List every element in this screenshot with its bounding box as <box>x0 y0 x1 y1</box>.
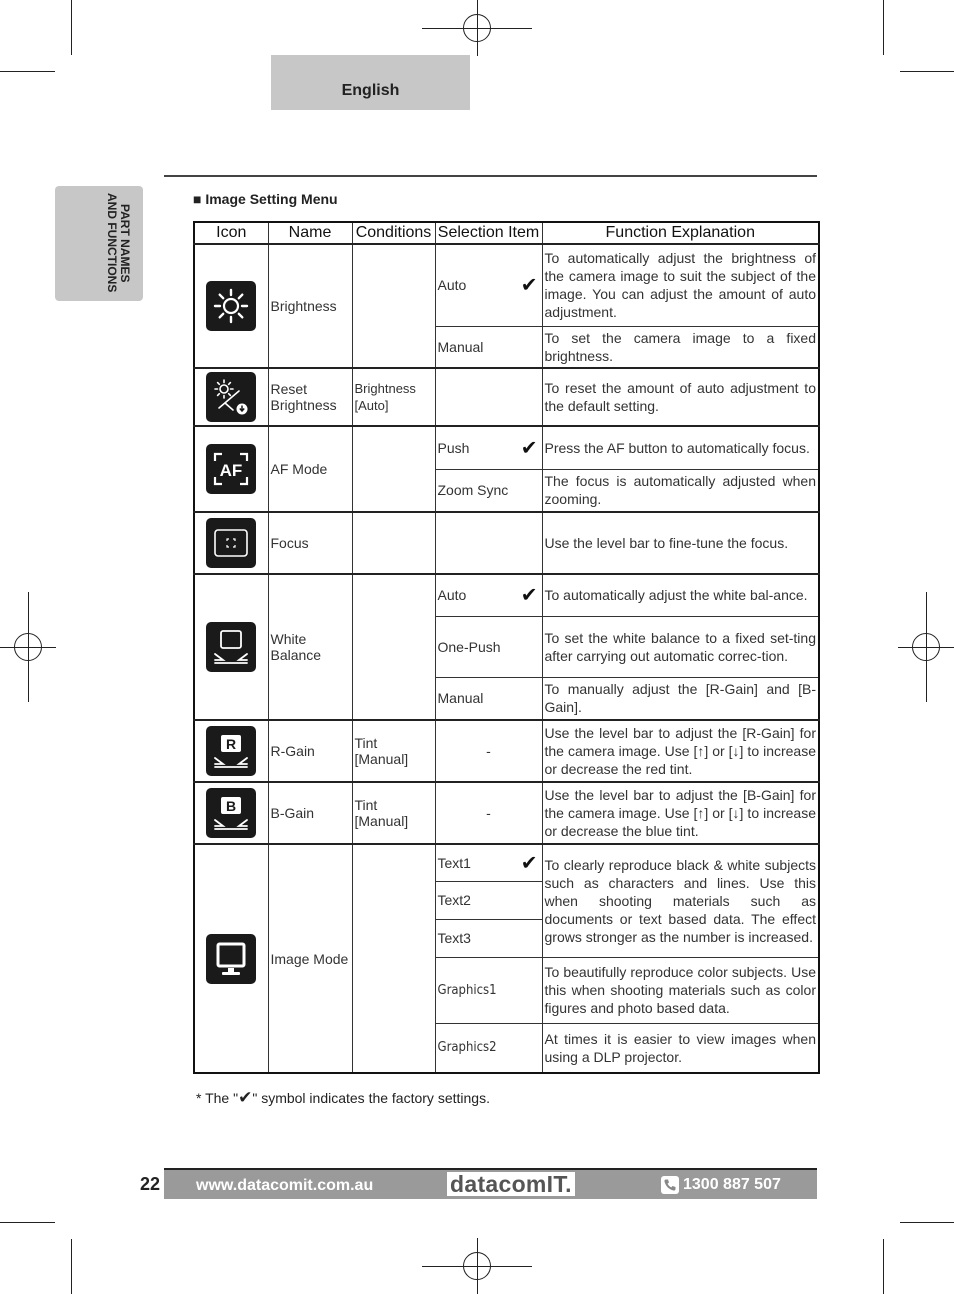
page-number: 22 <box>140 1174 161 1194</box>
function-explanation: To automatically adjust the white bal-ance. <box>542 574 819 616</box>
table-row <box>194 426 819 469</box>
table-row <box>194 244 819 326</box>
function-explanation: To clearly reproduce black & white subjects such as characters and lines. Use this when shooting materials such as documents or text based data. The effect grows stronger as the number is increased. <box>542 844 819 957</box>
af-mode-icon <box>206 444 256 494</box>
selection-item: - <box>435 782 542 844</box>
row-conditions <box>352 574 435 720</box>
check-icon: ✔ <box>238 1088 253 1107</box>
function-explanation: Use the level bar to adjust the [R-Gain] for the camera image. Use [↑] or [↓] to increase or decrease the red tint. <box>542 720 819 782</box>
b-gain-icon <box>206 788 256 838</box>
selection-item: - <box>435 720 542 782</box>
phone-icon <box>661 1176 679 1194</box>
r-gain-icon <box>206 726 256 776</box>
row-conditions: Brightness [Auto] <box>352 368 435 426</box>
header-selection-item: Selection Item <box>435 222 542 244</box>
image-setting-table <box>193 221 820 1074</box>
section-heading: ■ Image Setting Menu <box>193 191 338 207</box>
row-name: Image Mode <box>268 844 352 1073</box>
footer-website-link[interactable]: www.datacomit.com.au <box>196 1177 374 1194</box>
header-icon: Icon <box>194 222 268 244</box>
header-function-explanation: Function Explanation <box>542 222 819 244</box>
white-balance-icon <box>206 622 256 672</box>
factory-default-check-icon: ✔ <box>520 852 538 875</box>
function-explanation: Use the level bar to fine-tune the focus. <box>542 512 819 574</box>
row-conditions <box>352 512 435 574</box>
table-row <box>194 574 819 616</box>
selection-item <box>435 368 542 426</box>
selection-item: One-Push <box>435 616 542 677</box>
row-conditions: Tint [Manual] <box>352 782 435 844</box>
selection-item: Push ✔ <box>435 426 542 469</box>
selection-item: Text2 <box>435 881 542 919</box>
reset-brightness-icon <box>206 372 256 422</box>
language-tab-label: English <box>341 82 400 99</box>
header-name: Name <box>268 222 352 244</box>
svg-text:AF: AF <box>219 461 243 480</box>
row-name: R-Gain <box>268 720 352 782</box>
selection-item: Graphics2 <box>435 1023 542 1073</box>
factory-settings-footnote: * The "✔" symbol indicates the factory settings. <box>196 1088 490 1107</box>
row-name: Focus <box>268 512 352 574</box>
function-explanation: Press the AF button to automatically focus. <box>542 426 819 469</box>
datacomit-logo: datacomIT. <box>447 1172 575 1196</box>
row-name: Brightness <box>268 244 352 368</box>
function-explanation: To reset the amount of auto adjustment to the default setting. <box>542 368 819 426</box>
function-explanation: At times it is easier to view images when using a DLP projector. <box>542 1023 819 1073</box>
image-mode-icon <box>206 934 256 984</box>
factory-default-check-icon: ✔ <box>520 584 538 607</box>
factory-default-check-icon: ✔ <box>520 437 538 460</box>
header-conditions: Conditions <box>352 222 435 244</box>
row-conditions <box>352 844 435 1073</box>
selection-item: Manual <box>435 677 542 720</box>
table-row <box>194 368 819 426</box>
row-name: AF Mode <box>268 426 352 512</box>
function-explanation: To manually adjust the [R-Gain] and [B-Gain]. <box>542 677 819 720</box>
row-name: White Balance <box>268 574 352 720</box>
table-row <box>194 782 819 844</box>
footer-phone-number: 1300 887 507 <box>683 1176 781 1193</box>
table-row <box>194 720 819 782</box>
selection-item <box>435 512 542 574</box>
row-conditions <box>352 244 435 368</box>
top-divider <box>164 175 817 177</box>
row-conditions <box>352 426 435 512</box>
selection-item: Auto ✔ <box>435 574 542 616</box>
function-explanation: To set the white balance to a fixed set-ting after carrying out automatic correc-tion. <box>542 616 819 677</box>
language-tab <box>271 55 470 110</box>
selection-item: Manual <box>435 326 542 368</box>
table-row <box>194 844 819 881</box>
b-gain-icon-letter: B <box>226 798 237 814</box>
row-conditions: Tint [Manual] <box>352 720 435 782</box>
row-name: Reset Brightness <box>268 368 352 426</box>
selection-item: Auto ✔ <box>435 244 542 326</box>
brightness-icon <box>206 281 256 331</box>
factory-default-check-icon: ✔ <box>520 274 538 297</box>
selection-item: Text1 ✔ <box>435 844 542 881</box>
footer-phone <box>661 1176 781 1194</box>
row-name: B-Gain <box>268 782 352 844</box>
focus-icon <box>206 518 256 568</box>
selection-item: Text3 <box>435 919 542 957</box>
function-explanation: To set the camera image to a fixed brightness. <box>542 326 819 368</box>
section-side-tab-label: PART NAMES AND FUNCTIONS <box>105 193 132 293</box>
function-explanation: The focus is automatically adjusted when zooming. <box>542 469 819 512</box>
selection-item: Graphics1 <box>435 957 542 1023</box>
function-explanation: To automatically adjust the brightness of the camera image to suit the subject of the image. You can adjust the amount of auto adjustment. <box>542 244 819 326</box>
function-explanation: Use the level bar to adjust the [B-Gain] for the camera image. Use [↑] or [↓] to increase or decrease the blue tint. <box>542 782 819 844</box>
function-explanation: To beautifully reproduce color subjects. Use this when shooting materials such as color figures and photo based data. <box>542 957 819 1023</box>
selection-item: Zoom Sync <box>435 469 542 512</box>
table-row <box>194 512 819 574</box>
r-gain-icon-letter: R <box>226 736 237 752</box>
